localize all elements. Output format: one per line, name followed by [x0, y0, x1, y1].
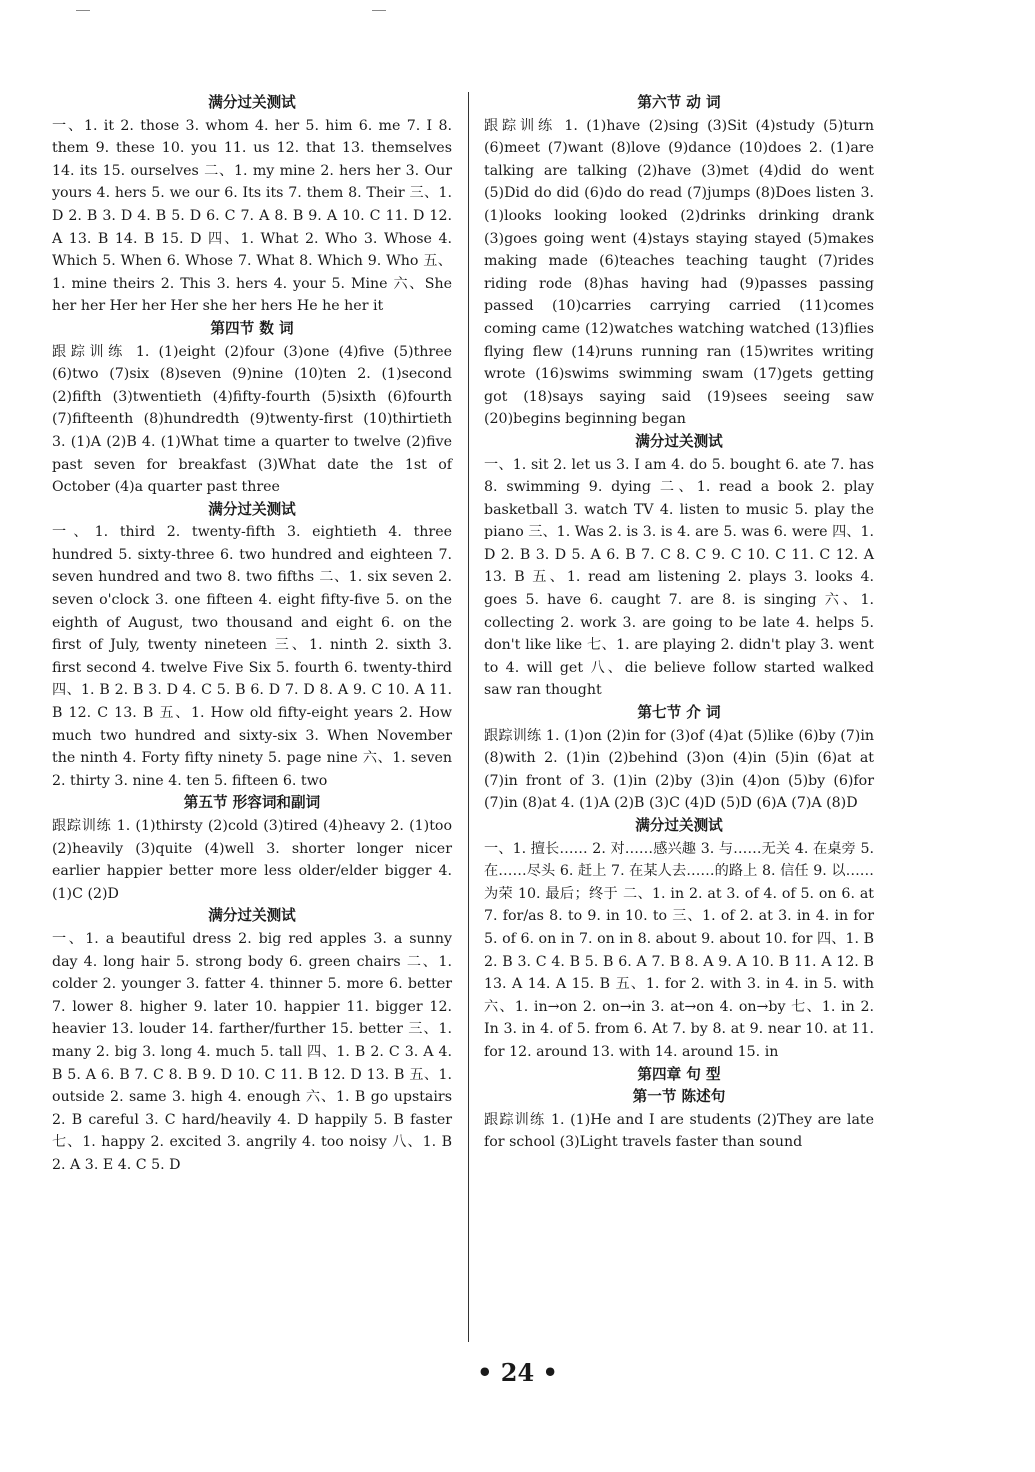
section-heading: 第四章 句 型 [637, 1065, 721, 1083]
column-divider [468, 92, 469, 1342]
section-heading: 满分过关测试 [635, 817, 723, 834]
answer-paragraph: 一、1. a beautiful dress 2. big red apples 3. a sunny day 4. long hair 5. strong body 6. green chairs 二、1. colder 2. younger 3. fatter 4. thinner 5. more 6. better 7. lower 8. higher 9. later 10. happier 11. bigger 12. heavier 13. louder 14. farther/further 15. better 三、1. many 2. big 3. long 4. much 5. tall 四、1. B 2. C 3. A 4. B 5. A 6. B 7. C 8. B 9. D 10. C 11. B 12. D 13. B 五、1. outside 2. same 3. high 4. enough 六、1. B go upstairs 2. B careful 3. C hard/heavily 4. D happily 5. B faster 七、1. happy 2. excited 3. angrily 4. too noisy 八、1. B 2. A 3. E 4. C 5. D [52, 930, 452, 1173]
section-heading: 满分过关测试 [208, 500, 296, 518]
right-column [484, 92, 874, 1154]
answer-paragraph: 跟踪训练 1. (1)on (2)in for (3)of (4)at (5)like (6)by (7)in (8)with 2. (1)in (2)behind (3)on (4)in (5)in (6)at at (7)in front of 3. (1)in (2)by (3)in (4)on (5)by (6)for (7)in (8)at 4. (1)A (2)B (3)C (4)D (5)D (6)A (7)A (8)D [484, 727, 874, 812]
section-heading: 满分过关测试 [208, 94, 296, 111]
answer-paragraph: 跟踪训练 1. (1)thirsty (2)cold (3)tired (4)heavy 2. (1)too (2)heavily (3)quite (4)well 3. shorter longer nicer earlier happier better more less older/elder bigger 4. (1)C (2)D [52, 818, 452, 902]
section-heading: 满分过关测试 [208, 907, 296, 925]
answer-paragraph: 跟踪训练 1. (1)have (2)sing (3)Sit (4)study (5)turn (6)meet (7)want (8)love (9)dance (10)does 2. (1)are talking are talking (2)have (3)met (4)did do went (5)Did do did (6)do do read (7)jumps (8)Does listen 3. (1)looks looking looked (2)drinks drinking drank (3)goes going went (4)stays staying stayed (5)makes making made (6)teaches teaching taught (7)rides riding rode (8)has having had (9)passes passing passed (10)carries carrying carried (11)comes coming came (12)watches watching watched (13)flies flying flew (14)runs running ran (15)writes writing wrote (16)swims swimming swam (17)gets getting got (18)says saying said (19)sees seeing saw (20)begins beginning began [484, 117, 874, 428]
section-heading: 第四节 数 词 [210, 319, 294, 337]
section-heading: 满分过关测试 [635, 432, 723, 450]
section-heading: 第一节 陈述句 [632, 1088, 726, 1106]
top-rule-left [76, 10, 90, 11]
answer-paragraph: 跟踪训练 1. (1)eight (2)four (3)one (4)five (5)three (6)two (7)six (8)seven (9)nine (10)ten 2. (1)second (2)fifth (3)twentieth (4)fifty-fourth (5)sixth (6)fourth (7)fifteenth (8)hundredth (9)twenty-first (10)thirtieth 3. (1)A (2)B 4. (1)What time a quarter to twelve (2)five past seven for breakfast (3)What date the 1st of October (4)a quarter past three [52, 343, 452, 496]
answer-paragraph: 一、1. third 2. twenty-fifth 3. eightieth 4. three hundred 5. sixty-three 6. two hundred and eighteen 7. seven hundred and two 8. two fifths 二、1. six seven 2. seven o'clock 3. one fifteen 4. eight fifty-five 5. on the eighth of August, two thousand and eight 6. on the first of July, twenty nineteen 三、1. ninth 2. sixth 3. first second 4. twelve Five Six 5. fourth 6. twenty-third 四、1. B 2. B 3. D 4. C 5. B 6. D 7. D 8. A 9. C 10. A 11. B 12. C 13. B 五、1. How old fifty-eight years 2. How much two hundred and sixty-six 3. When November the ninth 4. Forty fifty ninety 5. page nine 六、1. seven 2. thirty 3. nine 4. ten 5. fifteen 6. two [52, 524, 452, 789]
answer-paragraph: 一、1. sit 2. let us 3. I am 4. do 5. bought 6. ate 7. has 8. swimming 9. dying 二、1. read a book 2. play basketball 3. watch TV 4. listen to music 5. play the piano 三、1. Was 2. is 3. is 4. are 5. was 6. were 四、1. D 2. B 3. D 5. A 6. B 7. C 8. C 9. C 10. C 11. C 12. A 13. B 五、1. read am listening 2. plays 3. looks 4. goes 5. have 6. caught 7. are 8. is singing 六、1. collecting 2. work 3. are going to be late 4. helps 5. don't like like 七、1. are playing 2. didn't play 3. went to 4. will get 八、die believe follow started walked saw ran thought [484, 456, 874, 699]
top-rule-right [372, 10, 386, 11]
left-column [52, 92, 452, 1177]
page-number: • 24 • [477, 1358, 558, 1387]
section-heading: 第六节 动 词 [637, 94, 721, 111]
section-heading: 第五节 形容词和副词 [183, 794, 321, 812]
answer-paragraph: 跟踪训练 1. (1)He and I are students (2)They are late for school (3)Light travels faster than sound [484, 1111, 874, 1151]
section-heading: 第七节 介 词 [637, 704, 721, 722]
answer-paragraph: 一、1. it 2. those 3. whom 4. her 5. him 6. me 7. I 8. them 9. these 10. you 11. us 12. that 13. themselves 14. its 15. ourselves 二、1. my mine 2. hers her 3. Our yours 4. hers 5. we our 6. Its its 7. them 8. Their 三、1. D 2. B 3. D 4. B 5. D 6. C 7. A 8. B 9. A 10. C 11. D 12. A 13. B 14. B 15. D 四、1. What 2. Who 3. Whose 4. Which 5. When 6. Whose 7. What 8. Which 9. Who 五、1. mine theirs 2. This 3. hers 4. your 5. Mine 六、She her her Her her Her she her hers He he her it [52, 117, 452, 315]
answer-paragraph: 一、1. 擅长…… 2. 对……感兴趣 3. 与……无关 4. 在桌旁 5. 在……尽头 6. 赶上 7. 在某人去……的路上 8. 信任 9. 以……为荣 10. 最后；终于 二、1. in 2. at 3. of 4. of 5. on 6. at 7. for/as 8. to 9. in 10. to 三、1. of 2. at 3. in 4. in for 5. of 6. on in 7. on in 8. about 9. about 10. for 四、1. B 2. B 3. C 4. B 5. B 6. A 7. B 8. A 9. A 10. B 11. A 12. B 13. A 14. A 15. B 五、1. for 2. with 3. in 4. in 5. with 六、1. in→on 2. on→in 3. at→on 4. on→by 七、1. in 2. In 3. in 4. of 5. from 6. At 7. by 8. at 9. near 10. at 11. for 12. around 13. with 14. around 15. in [484, 840, 874, 1060]
